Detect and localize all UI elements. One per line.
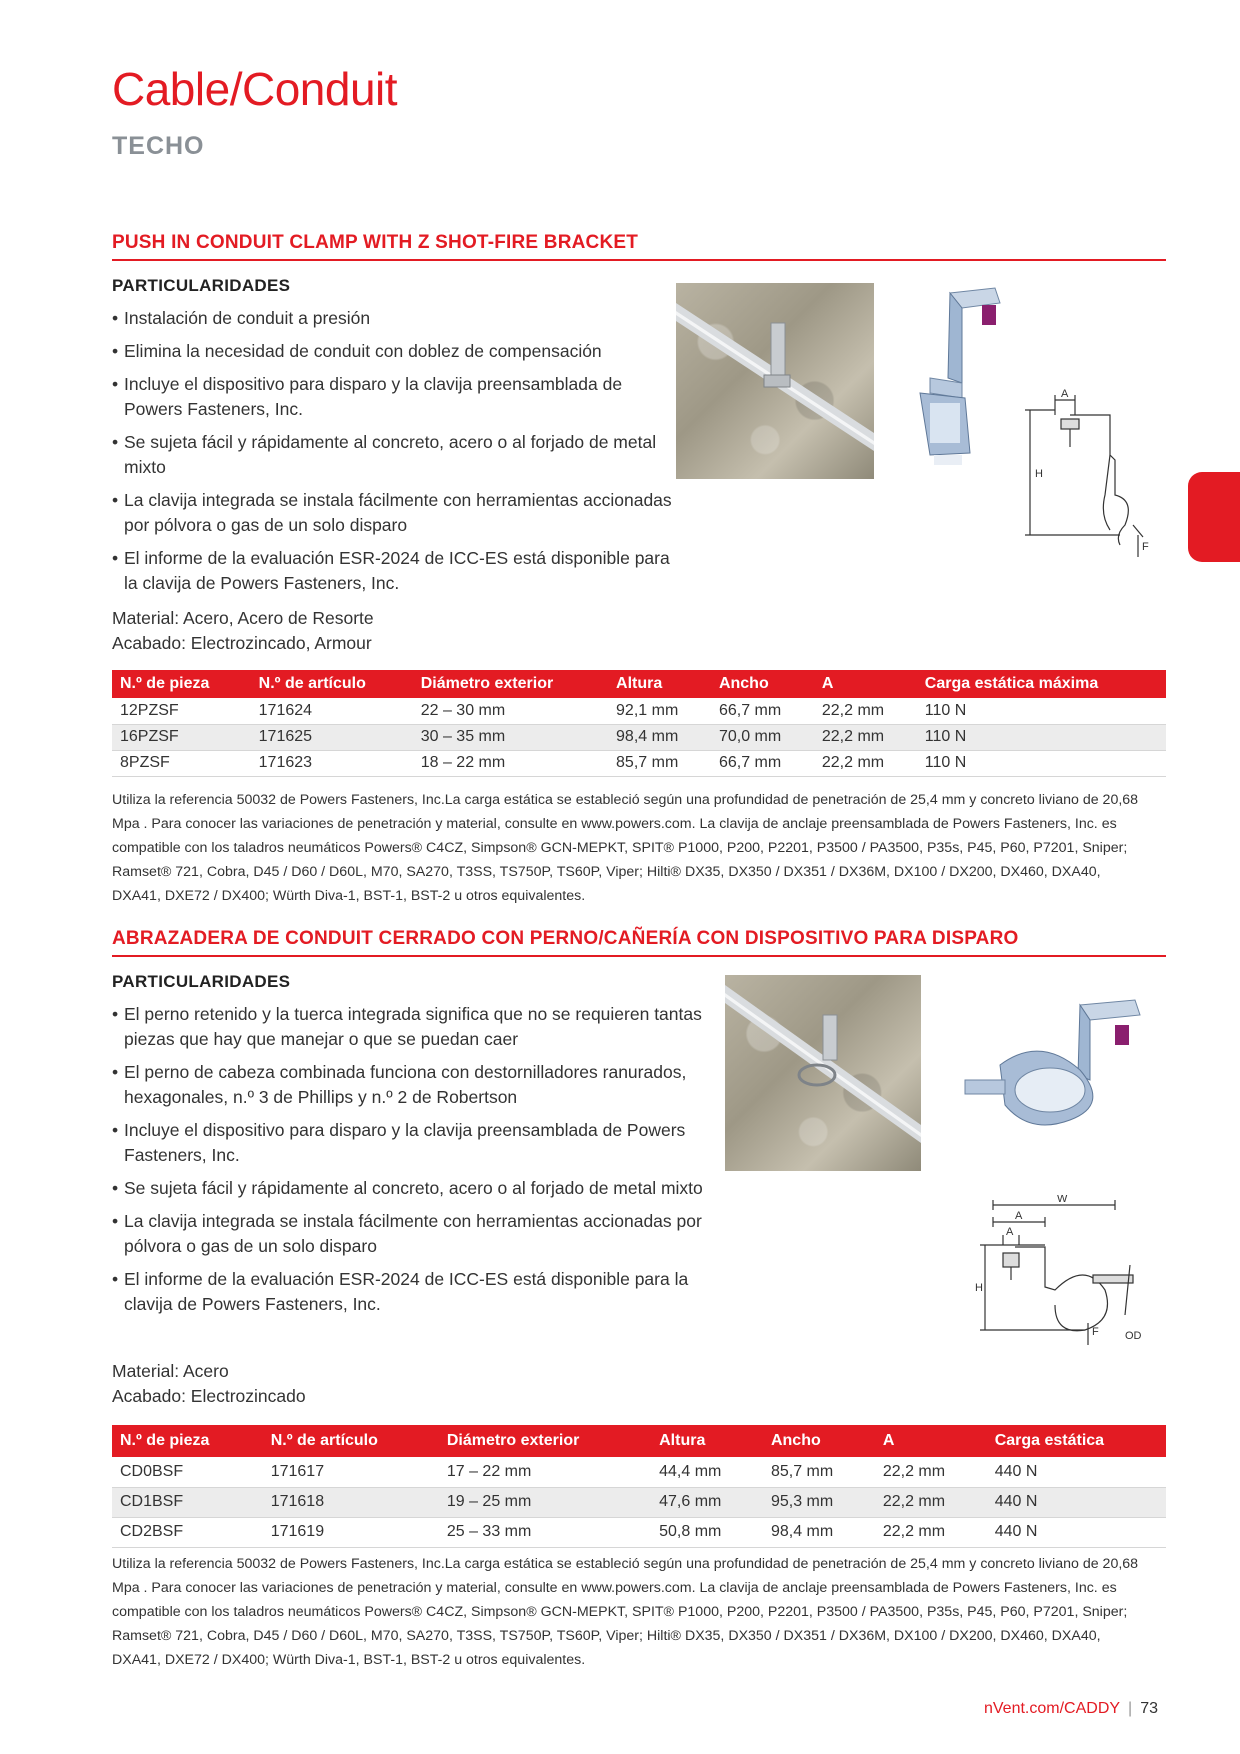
feature-item: • Se sujeta fácil y rápidamente al concreto, acero o al forjado de metal mixto [112,1176,712,1201]
table-cell: 440 N [987,1517,1166,1547]
page-subtitle: TECHO [112,132,205,160]
table-cell: 50,8 mm [651,1517,763,1547]
table-cell: 110 N [917,750,1166,776]
dimension-label-a: A [1015,1210,1023,1222]
table-cell: CD0BSF [112,1457,263,1487]
table-cell: 22,2 mm [875,1517,987,1547]
table-cell: 8PZSF [112,750,251,776]
feature-item: • El informe de la evaluación ESR-2024 de ICC-ES está disponible para la clavija de Powers Fasteners, Inc. [112,1267,712,1317]
features-list [112,1002,712,1325]
column-header: Ancho [711,670,814,698]
dimension-label-a: A [1006,1226,1014,1238]
table-cell: 22,2 mm [814,724,917,750]
feature-item: • Se sujeta fácil y rápidamente al concreto, acero o al forjado de metal mixto [112,430,672,480]
page-number: 73 [1140,1700,1158,1717]
column-header: Altura [608,670,711,698]
table-cell: 18 – 22 mm [413,750,608,776]
table-row [112,724,1166,750]
section-tab-marker [1188,472,1240,562]
column-header: Carga estática máxima [917,670,1166,698]
feature-item: • Incluye el dispositivo para disparo y la clavija preensamblada de Powers Fasteners, Inc. [112,372,672,422]
spec-table-push-in-clamp [112,670,1166,777]
product-installation-photo [725,975,921,1171]
column-header: N.º de pieza [112,670,251,698]
spec-table-closed-conduit-clamp [112,1425,1166,1548]
table-cell: 95,3 mm [763,1487,875,1517]
column-header: A [814,670,917,698]
table-cell: 98,4 mm [763,1517,875,1547]
table-cell: 22 – 30 mm [413,698,608,724]
table-cell: 110 N [917,698,1166,724]
footnote-text: Utiliza la referencia 50032 de Powers Fasteners, Inc.La carga estática se estableció según una profundidad de penetración de 25,4 mm y concreto liviano de 20,68 Mpa . Para conocer las variaciones de penetración y material, consulte en www.powers.com. La clavija de anclaje preensamblada de Powers Fasteners, Inc. es compatible con los taladros neumáticos Powers® C4CZ, Simpson® GCN-MEPKT, SPIT® P1000, P200, P2201, P3500 / PA3500, P35s, P45, P60, P7201, Sniper; Ramset® 721, Cobra, D45 / D60 / D60L, M70, SA270, T3SS, TS750P, TS60P, Viper; Hilti® DX35, DX350 / DX351 / DX36M, DX100 / DX200, DX460, DXA40, DXA41, DXE72 / DX400; Würth Diva-1, BST-1, BST-2 u otros equivalentes. [112,1556,1139,1668]
table-cell: 17 – 22 mm [439,1457,651,1487]
footnote-text: Utiliza la referencia 50032 de Powers Fasteners, Inc.La carga estática se estableció según una profundidad de penetración de 25,4 mm y concreto liviano de 20,68 Mpa . Para conocer las variaciones de penetración y material, consulte en www.powers.com. La clavija de anclaje preensamblada de Powers Fasteners, Inc. es compatible con los taladros neumáticos Powers® C4CZ, Simpson® GCN-MEPKT, SPIT® P1000, P200, P2201, P3500 / PA3500, P35s, P45, P60, P7201, Sniper; Ramset® 721, Cobra, D45 / D60 / D60L, M70, SA270, T3SS, TS750P, TS60P, Viper; Hilti® DX35, DX350 / DX351 / DX36M, DX100 / DX200, DX460, DXA40, DXA41, DXE72 / DX400; Würth Diva-1, BST-1, BST-2 u otros equivalentes. [112,792,1139,904]
table-cell: 171619 [263,1517,439,1547]
conduit-photo-illustration [676,283,874,479]
table-cell: 44,4 mm [651,1457,763,1487]
table-cell: 22,2 mm [875,1487,987,1517]
page-title: Cable/Conduit [112,63,398,115]
features-label: PARTICULARIDADES [112,276,291,295]
section-heading-closed-conduit-clamp: ABRAZADERA DE CONDUIT CERRADO CON PERNO/CAÑERÍA CON DISPOSITIVO PARA DISPARO [112,928,1166,957]
feature-item: • Elimina la necesidad de conduit con doblez de compensación [112,339,672,364]
table-cell: 30 – 35 mm [413,724,608,750]
table-cell: 440 N [987,1457,1166,1487]
features-label: PARTICULARIDADES [112,972,291,991]
table-header-row [112,1425,1166,1457]
table-cell: 171624 [251,698,413,724]
material-text: Material: Acero, Acero de Resorte [112,608,374,628]
finish-text: Acabado: Electrozincado, Armour [112,633,372,653]
table-cell: 66,7 mm [711,698,814,724]
table-cell: 110 N [917,724,1166,750]
table-cell: 25 – 33 mm [439,1517,651,1547]
table-row [112,1517,1166,1547]
material-text: Material: Acero [112,1361,229,1381]
table-cell: CD1BSF [112,1487,263,1517]
section-heading-push-in-clamp: PUSH IN CONDUIT CLAMP WITH Z SHOT-FIRE BRACKET [112,232,1166,261]
dimension-label-h: H [975,1282,983,1294]
table-cell: 47,6 mm [651,1487,763,1517]
table-row [112,750,1166,776]
feature-item: • La clavija integrada se instala fácilmente con herramientas accionadas por pólvora o gas de un solo disparo [112,1209,712,1259]
closed-conduit-clamp-dimension-diagram [975,1195,1165,1350]
dimension-label-h: H [1035,468,1043,480]
column-header: Diámetro exterior [439,1425,651,1457]
closed-conduit-clamp-product-image [960,995,1165,1145]
table-cell: 171625 [251,724,413,750]
column-header: Ancho [763,1425,875,1457]
table-cell: 16PZSF [112,724,251,750]
feature-item: • Instalación de conduit a presión [112,306,672,331]
table-cell: 85,7 mm [763,1457,875,1487]
dimension-label-od: OD [1125,1330,1142,1342]
table-cell: 12PZSF [112,698,251,724]
feature-item: • El informe de la evaluación ESR-2024 de ICC-ES está disponible para la clavija de Powers Fasteners, Inc. [112,546,672,596]
footer-site-link[interactable]: nVent.com/CADDY [983,1700,1121,1717]
feature-item: • El perno de cabeza combinada funciona con destornilladores ranurados, hexagonales, n.º 3 de Phillips y n.º 2 de Robertson [112,1060,712,1110]
table-cell: 19 – 25 mm [439,1487,651,1517]
table-cell: 98,4 mm [608,724,711,750]
table-cell: 22,2 mm [875,1457,987,1487]
table-cell: 440 N [987,1487,1166,1517]
dimension-label-w: W [1057,1195,1068,1205]
dimension-label-f: F [1092,1326,1099,1338]
table-cell: 70,0 mm [711,724,814,750]
column-header: N.º de artículo [263,1425,439,1457]
column-header: N.º de artículo [251,670,413,698]
page-footer: nVent.com/CADDY | 73 [983,1700,1158,1717]
column-header: Diámetro exterior [413,670,608,698]
finish-text: Acabado: Electrozincado [112,1386,306,1406]
column-header: N.º de pieza [112,1425,263,1457]
table-row [112,1487,1166,1517]
table-row [112,698,1166,724]
feature-item: • Incluye el dispositivo para disparo y la clavija preensamblada de Powers Fasteners, Inc. [112,1118,712,1168]
column-header: A [875,1425,987,1457]
table-cell: 22,2 mm [814,750,917,776]
table-cell: 92,1 mm [608,698,711,724]
table-header-row [112,670,1166,698]
table-cell: 171618 [263,1487,439,1517]
push-in-clamp-dimension-diagram [1025,385,1150,560]
dimension-label-f: F [1142,541,1149,553]
table-cell: 66,7 mm [711,750,814,776]
table-cell: 171623 [251,750,413,776]
column-header: Carga estática [987,1425,1166,1457]
conduit-photo-illustration [725,975,921,1171]
table-row [112,1457,1166,1487]
feature-item: • El perno retenido y la tuerca integrada significa que no se requieren tantas piezas que hay que manejar o que se puedan caer [112,1002,712,1052]
table-cell: CD2BSF [112,1517,263,1547]
product-installation-photo [676,283,874,479]
column-header: Altura [651,1425,763,1457]
table-cell: 171617 [263,1457,439,1487]
table-cell: 22,2 mm [814,698,917,724]
features-list [112,306,672,604]
dimension-label-a: A [1061,388,1069,400]
table-cell: 85,7 mm [608,750,711,776]
feature-item: • La clavija integrada se instala fácilmente con herramientas accionadas por pólvora o gas de un solo disparo [112,488,672,538]
